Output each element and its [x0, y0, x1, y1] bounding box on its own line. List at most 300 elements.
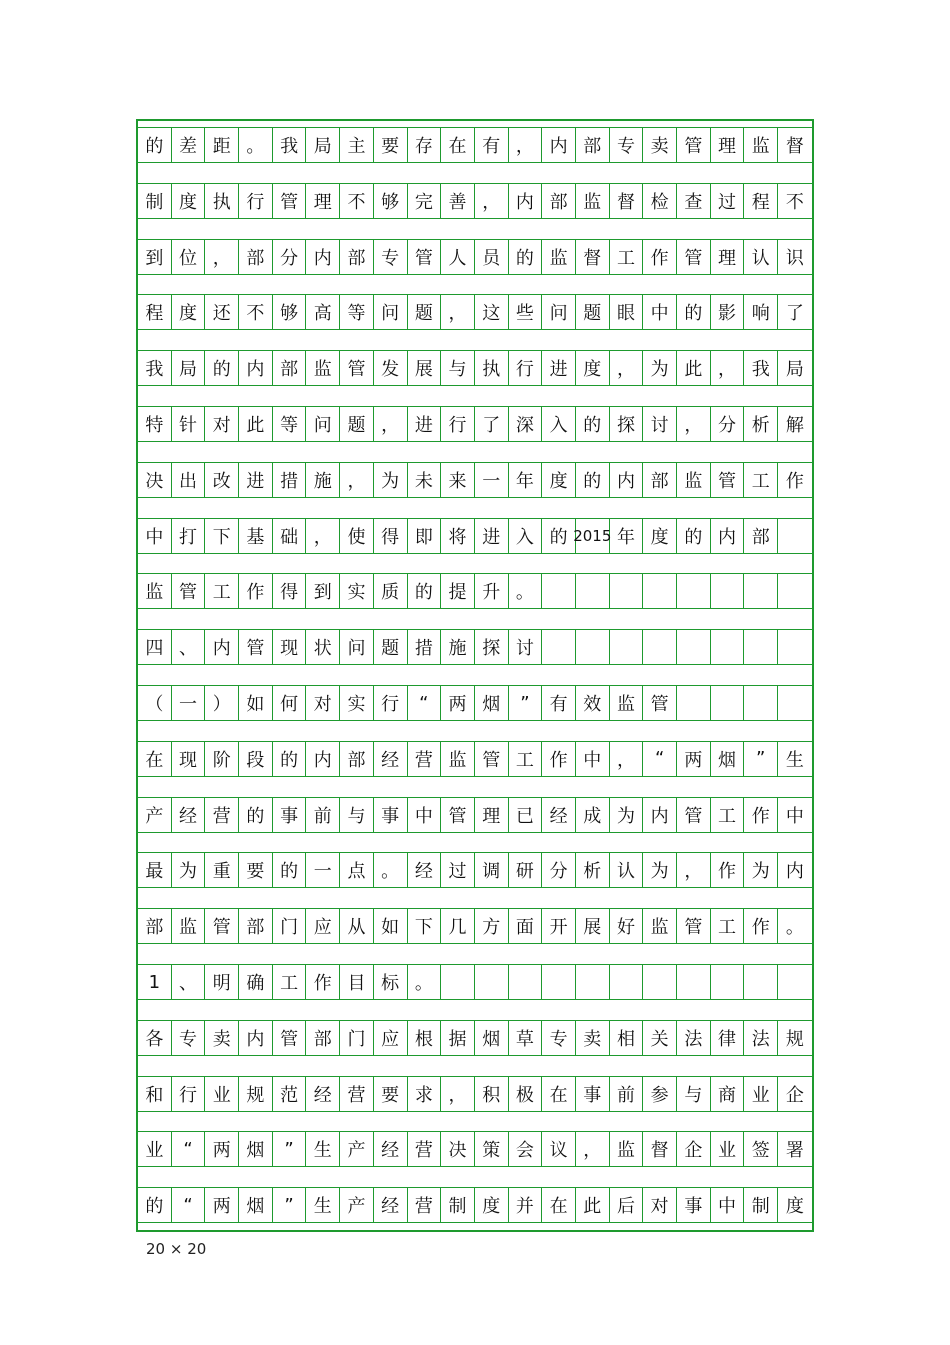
- grid-cell: 等: [273, 406, 307, 442]
- grid-cell: 决: [138, 462, 172, 498]
- grid-cell: 作: [239, 573, 273, 609]
- grid-cell: 从: [340, 908, 374, 944]
- grid-cell: 局: [172, 350, 206, 386]
- grid-cell: [711, 629, 745, 665]
- grid-cell: 内: [239, 1020, 273, 1056]
- grid-cell: 经: [542, 797, 576, 833]
- grid-cell: “: [172, 1131, 206, 1167]
- grid-cell: [744, 629, 778, 665]
- grid-cell: 卖: [643, 127, 677, 163]
- grid-cell: 管: [205, 908, 239, 944]
- grid-cell: 行: [509, 350, 543, 386]
- grid-cell: 草: [509, 1020, 543, 1056]
- grid-cell: 工: [610, 239, 644, 275]
- grid-cell: 点: [340, 852, 374, 888]
- grid-cell: ，: [677, 406, 711, 442]
- grid-cell: 为: [610, 797, 644, 833]
- grid-cell: 门: [273, 908, 307, 944]
- grid-cell: 监: [172, 908, 206, 944]
- grid-cell: 不: [239, 294, 273, 330]
- grid-cell: 签: [744, 1131, 778, 1167]
- grid-cell: 年: [610, 518, 644, 554]
- grid-cell: [778, 964, 812, 1000]
- grid-cell: 部: [239, 239, 273, 275]
- grid-cell: ，: [205, 239, 239, 275]
- grid-cell: 分: [273, 239, 307, 275]
- grid-cell: 内: [306, 741, 340, 777]
- grid-cell: 执: [205, 183, 239, 219]
- grid-cell: [778, 629, 812, 665]
- grid-cell: 督: [576, 239, 610, 275]
- grid-cell: 各: [138, 1020, 172, 1056]
- grid-cell: 卖: [576, 1020, 610, 1056]
- grid-cell: 开: [542, 908, 576, 944]
- grid-cell: 有: [475, 127, 509, 163]
- grid-cell: 度: [778, 1187, 812, 1223]
- grid-cell: 措: [273, 462, 307, 498]
- grid-cell: 经: [408, 852, 442, 888]
- grid-cell: 对: [643, 1187, 677, 1223]
- grid-cell: 执: [475, 350, 509, 386]
- grid-cell: 析: [576, 852, 610, 888]
- grid-cell: 的: [239, 797, 273, 833]
- grid-cell: 如: [374, 908, 408, 944]
- grid-cell: 进: [475, 518, 509, 554]
- grid-cell: 烟: [239, 1131, 273, 1167]
- grid-cell: 部: [340, 741, 374, 777]
- grid-cell: 认: [610, 852, 644, 888]
- grid-cell: 探: [610, 406, 644, 442]
- grid-cell: [610, 964, 644, 1000]
- grid-cell: 。: [374, 852, 408, 888]
- grid-cell: 入: [509, 518, 543, 554]
- grid-cell: ，: [475, 183, 509, 219]
- grid-cell: 程: [744, 183, 778, 219]
- grid-cell: 的: [138, 1187, 172, 1223]
- grid-cell: 内: [610, 462, 644, 498]
- grid-cell: 一: [475, 462, 509, 498]
- grid-cell: 两: [677, 741, 711, 777]
- grid-cell: 经: [374, 1131, 408, 1167]
- grid-cell: 作: [711, 852, 745, 888]
- grid-cell: 烟: [475, 685, 509, 721]
- grid-cell: 中: [643, 294, 677, 330]
- grid-cell: 针: [172, 406, 206, 442]
- grid-cell: 在: [441, 127, 475, 163]
- grid-cell: 进: [542, 350, 576, 386]
- grid-cell: 部: [138, 908, 172, 944]
- grid-cell: 求: [408, 1076, 442, 1112]
- grid-cell: 作: [643, 239, 677, 275]
- grid-cell: 质: [374, 573, 408, 609]
- grid-cell: 营: [408, 1131, 442, 1167]
- grid-cell: 内: [711, 518, 745, 554]
- grid-cell: 部: [744, 518, 778, 554]
- grid-cell: 为: [374, 462, 408, 498]
- grid-row: [138, 1020, 812, 1056]
- grid-cell: ”: [273, 1131, 307, 1167]
- grid-cell: 作: [744, 908, 778, 944]
- grid-cell: 题: [374, 629, 408, 665]
- grid-cell: 产: [138, 797, 172, 833]
- grid-cell: 业: [205, 1076, 239, 1112]
- grid-cell: 事: [576, 1076, 610, 1112]
- grid-cell: 度: [643, 518, 677, 554]
- grid-cell: [677, 573, 711, 609]
- grid-row: [138, 239, 812, 275]
- grid-cell: 在: [138, 741, 172, 777]
- grid-cell: 程: [138, 294, 172, 330]
- grid-cell: 部: [306, 1020, 340, 1056]
- grid-cell: 为: [643, 852, 677, 888]
- grid-row: [138, 852, 812, 888]
- grid-cell: 问: [542, 294, 576, 330]
- grid-cell: 两: [205, 1187, 239, 1223]
- grid-cell: 这: [475, 294, 509, 330]
- grid-cell: 前: [610, 1076, 644, 1112]
- grid-cell: 专: [542, 1020, 576, 1056]
- grid-row: [138, 294, 812, 330]
- grid-cell: 实: [340, 573, 374, 609]
- grid-cell: 业: [138, 1131, 172, 1167]
- grid-cell: 卖: [205, 1020, 239, 1056]
- grid-cell: 度: [172, 183, 206, 219]
- grid-cell: [441, 964, 475, 1000]
- grid-cell: 监: [576, 183, 610, 219]
- grid-cell: [576, 629, 610, 665]
- grid-cell: [744, 964, 778, 1000]
- grid-cell: 目: [340, 964, 374, 1000]
- grid-cell: 督: [610, 183, 644, 219]
- grid-cell: ，: [677, 852, 711, 888]
- grid-cell: 未: [408, 462, 442, 498]
- grid-row: [138, 685, 812, 721]
- grid-cell: 经: [172, 797, 206, 833]
- grid-cell: 此: [677, 350, 711, 386]
- grid-cell: 产: [340, 1131, 374, 1167]
- grid-cell: 内: [509, 183, 543, 219]
- grid-cell: 事: [677, 1187, 711, 1223]
- grid-cell: 局: [306, 127, 340, 163]
- grid-cell: 探: [475, 629, 509, 665]
- grid-cell: 部: [643, 462, 677, 498]
- grid-cell: 打: [172, 518, 206, 554]
- grid-row: [138, 964, 812, 1000]
- grid-cell: 题: [576, 294, 610, 330]
- grid-cell: 为: [172, 852, 206, 888]
- grid-cell: 得: [374, 518, 408, 554]
- grid-cell: 管: [677, 908, 711, 944]
- grid-cell: 理: [711, 239, 745, 275]
- grid-cell: 规: [778, 1020, 812, 1056]
- grid-cell: 的: [138, 127, 172, 163]
- grid-cell: 1: [138, 964, 172, 1000]
- grid-cell: 下: [408, 908, 442, 944]
- grid-cell: 一: [306, 852, 340, 888]
- grid-cell: 极: [509, 1076, 543, 1112]
- grid-cell: 。: [778, 908, 812, 944]
- grid-cell: 内: [778, 852, 812, 888]
- grid-cell: 升: [475, 573, 509, 609]
- grid-cell: 行: [374, 685, 408, 721]
- grid-cell: 作: [744, 797, 778, 833]
- grid-cell: 行: [239, 183, 273, 219]
- grid-cell: 法: [677, 1020, 711, 1056]
- grid-row: [138, 462, 812, 498]
- grid-cell: 工: [711, 908, 745, 944]
- grid-cell: [542, 629, 576, 665]
- grid-cell: 工: [205, 573, 239, 609]
- grid-cell: 问: [374, 294, 408, 330]
- grid-cell: 度: [542, 462, 576, 498]
- grid-cell: 事: [374, 797, 408, 833]
- grid-cell: 的: [408, 573, 442, 609]
- grid-cell: 管: [643, 685, 677, 721]
- grid-cell: 管: [677, 239, 711, 275]
- grid-cell: 管: [441, 797, 475, 833]
- grid-cell: 经: [374, 1187, 408, 1223]
- grid-cell: 重: [205, 852, 239, 888]
- grid-cell: 理: [475, 797, 509, 833]
- grid-cell: 监: [610, 685, 644, 721]
- grid-cell: 与: [441, 350, 475, 386]
- grid-cell: 进: [239, 462, 273, 498]
- grid-row: [138, 127, 812, 163]
- grid-cell: 作: [306, 964, 340, 1000]
- grid-cell: 此: [576, 1187, 610, 1223]
- grid-cell: 决: [441, 1131, 475, 1167]
- grid-cell: 过: [441, 852, 475, 888]
- grid-cell: 参: [643, 1076, 677, 1112]
- grid-cell: ）: [205, 685, 239, 721]
- grid-cell: 监: [306, 350, 340, 386]
- grid-cell: 监: [542, 239, 576, 275]
- grid-cell: [643, 573, 677, 609]
- grid-row: [138, 406, 812, 442]
- grid-cell: 现: [172, 741, 206, 777]
- grid-cell: 工: [711, 797, 745, 833]
- grid-cell: 的: [273, 852, 307, 888]
- grid-cell: 和: [138, 1076, 172, 1112]
- grid-cell: 部: [340, 239, 374, 275]
- grid-cell: 讨: [509, 629, 543, 665]
- grid-cell: 阶: [205, 741, 239, 777]
- grid-cell: 识: [778, 239, 812, 275]
- grid-cell: 施: [441, 629, 475, 665]
- grid-cell: 已: [509, 797, 543, 833]
- grid-cell: [643, 964, 677, 1000]
- grid-cell: 最: [138, 852, 172, 888]
- grid-cell: 。: [408, 964, 442, 1000]
- grid-row: [138, 797, 812, 833]
- grid-cell: ，: [340, 462, 374, 498]
- grid-cell: 工: [273, 964, 307, 1000]
- grid-cell: [677, 685, 711, 721]
- grid-cell: 过: [711, 183, 745, 219]
- grid-cell: 年: [509, 462, 543, 498]
- grid-cell: ”: [744, 741, 778, 777]
- grid-cell: 管: [340, 350, 374, 386]
- grid-cell: 不: [340, 183, 374, 219]
- grid-cell: [576, 573, 610, 609]
- grid-cell: 度: [475, 1187, 509, 1223]
- grid-cell: 何: [273, 685, 307, 721]
- grid-cell: 律: [711, 1020, 745, 1056]
- grid-cell: 关: [643, 1020, 677, 1056]
- grid-cell: 存: [408, 127, 442, 163]
- grid-cell: 的: [509, 239, 543, 275]
- grid-cell: 部: [239, 908, 273, 944]
- grid-cell: “: [408, 685, 442, 721]
- grid-cell: 管: [273, 183, 307, 219]
- grid-cell: 两: [441, 685, 475, 721]
- grid-cell: 管: [172, 573, 206, 609]
- grid-cell: 、: [172, 964, 206, 1000]
- grid-cell: 下: [205, 518, 239, 554]
- grid-row: [138, 741, 812, 777]
- grid-cell: 基: [239, 518, 273, 554]
- grid-cell: 有: [542, 685, 576, 721]
- grid-cell: [711, 964, 745, 1000]
- grid-cell: 制: [744, 1187, 778, 1223]
- grid-cell: 两: [205, 1131, 239, 1167]
- grid-cell: 措: [408, 629, 442, 665]
- grid-cell: 管: [677, 797, 711, 833]
- grid-cell: [610, 629, 644, 665]
- grid-row: [138, 573, 812, 609]
- grid-cell: 与: [677, 1076, 711, 1112]
- grid-cell: [711, 573, 745, 609]
- grid-cell: [610, 573, 644, 609]
- grid-cell: 度: [172, 294, 206, 330]
- grid-cell: 的: [677, 518, 711, 554]
- grid-cell: 要: [374, 127, 408, 163]
- grid-cell: 中: [711, 1187, 745, 1223]
- grid-cell: 生: [778, 741, 812, 777]
- grid-cell: 生: [306, 1131, 340, 1167]
- grid-cell: 会: [509, 1131, 543, 1167]
- grid-cell: 。: [509, 573, 543, 609]
- grid-cell: 、: [172, 629, 206, 665]
- grid-cell: 到: [306, 573, 340, 609]
- grid-cell: 企: [677, 1131, 711, 1167]
- grid-cell: （: [138, 685, 172, 721]
- grid-cell: 问: [306, 406, 340, 442]
- grid-cell: [744, 573, 778, 609]
- grid-cell: 据: [441, 1020, 475, 1056]
- grid-cell: 企: [778, 1076, 812, 1112]
- grid-cell: 行: [441, 406, 475, 442]
- grid-cell: 研: [509, 852, 543, 888]
- grid-cell: 的: [576, 406, 610, 442]
- grid-size-label: 20 × 20: [146, 1240, 207, 1258]
- grid-cell: ，: [509, 127, 543, 163]
- grid-cell: 员: [475, 239, 509, 275]
- grid-cell: 法: [744, 1020, 778, 1056]
- grid-cell: 题: [340, 406, 374, 442]
- grid-cell: ，: [374, 406, 408, 442]
- grid-cell: 行: [172, 1076, 206, 1112]
- grid-cell: ，: [576, 1131, 610, 1167]
- grid-cell: [677, 629, 711, 665]
- grid-cell: 展: [576, 908, 610, 944]
- grid-cell: 对: [205, 406, 239, 442]
- grid-cell: ，: [610, 350, 644, 386]
- grid-cell: 监: [138, 573, 172, 609]
- grid-cell: 一: [172, 685, 206, 721]
- grid-cell: 方: [475, 908, 509, 944]
- grid-cell: 专: [374, 239, 408, 275]
- grid-cell: ，: [306, 518, 340, 554]
- grid-cell: [677, 964, 711, 1000]
- grid-cell: 后: [610, 1187, 644, 1223]
- grid-cell: 析: [744, 406, 778, 442]
- grid-cell: 部: [273, 350, 307, 386]
- grid-cell: 的: [273, 741, 307, 777]
- grid-cell: 差: [172, 127, 206, 163]
- grid-cell: 范: [273, 1076, 307, 1112]
- grid-cell: 工: [744, 462, 778, 498]
- grid-cell: 完: [408, 183, 442, 219]
- grid-cell: 题: [408, 294, 442, 330]
- grid-cell: 经: [374, 741, 408, 777]
- grid-cell: 影: [711, 294, 745, 330]
- grid-cell: 不: [778, 183, 812, 219]
- grid-cell: 内: [306, 239, 340, 275]
- grid-cell: 营: [340, 1076, 374, 1112]
- grid-cell: 些: [509, 294, 543, 330]
- grid-cell: [744, 685, 778, 721]
- grid-cell: 认: [744, 239, 778, 275]
- grid-cell: 在: [542, 1187, 576, 1223]
- grid-cell: 管: [711, 462, 745, 498]
- grid-cell: 的: [205, 350, 239, 386]
- grid-cell: 中: [408, 797, 442, 833]
- grid-cell: 出: [172, 462, 206, 498]
- grid-cell: 明: [205, 964, 239, 1000]
- grid-row: [138, 1187, 812, 1223]
- grid-cell: 内: [643, 797, 677, 833]
- grid-cell: 监: [643, 908, 677, 944]
- grid-cell: 人: [441, 239, 475, 275]
- grid-cell: 善: [441, 183, 475, 219]
- grid-cell: 营: [408, 741, 442, 777]
- grid-cell: 监: [610, 1131, 644, 1167]
- grid-cell: 状: [306, 629, 340, 665]
- grid-cell: [643, 629, 677, 665]
- grid-cell: 署: [778, 1131, 812, 1167]
- grid-cell: 距: [205, 127, 239, 163]
- grid-cell: 解: [778, 406, 812, 442]
- grid-cell: 局: [778, 350, 812, 386]
- grid-cell: 与: [340, 797, 374, 833]
- grid-cell: 我: [273, 127, 307, 163]
- grid-cell: [542, 964, 576, 1000]
- grid-cell: 门: [340, 1020, 374, 1056]
- grid-cell: 度: [576, 350, 610, 386]
- grid-row: [138, 629, 812, 665]
- grid-cell: 础: [273, 518, 307, 554]
- grid-cell: 深: [509, 406, 543, 442]
- grid-cell: 进: [408, 406, 442, 442]
- grid-row: [138, 183, 812, 219]
- grid-cell: 发: [374, 350, 408, 386]
- grid-cell: 管: [273, 1020, 307, 1056]
- grid-cell: 段: [239, 741, 273, 777]
- grid-cell: 管: [239, 629, 273, 665]
- grid-cell: 对: [306, 685, 340, 721]
- grid-cell: 查: [677, 183, 711, 219]
